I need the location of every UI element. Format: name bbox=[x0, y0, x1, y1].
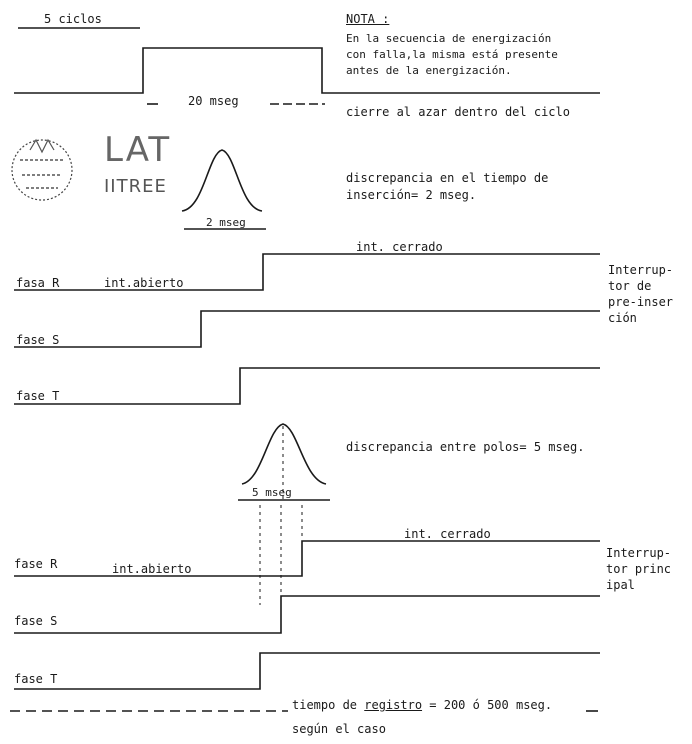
cycles-label: 5 ciclos bbox=[44, 12, 102, 26]
note-line-1: En la secuencia de energización bbox=[346, 32, 552, 45]
main-switch-line-2: tor princ bbox=[606, 562, 672, 576]
note-line-2: con falla,la misma está presente bbox=[346, 48, 558, 61]
preins-phase-r-trace bbox=[14, 254, 600, 290]
preins-phase-r-label: fasa R bbox=[16, 276, 60, 290]
preins-discrepancy-line-1: discrepancia en el tiempo de bbox=[346, 171, 549, 185]
preins-switch-line-2: tor de bbox=[608, 279, 652, 293]
main-phase-t-label: fase T bbox=[14, 672, 58, 686]
note-line-3: antes de la energización. bbox=[346, 64, 512, 77]
preins-phase-s-label: fase S bbox=[16, 333, 60, 347]
record-time-prefix: tiempo de bbox=[292, 698, 365, 712]
preins-switch-line-3: pre-inser bbox=[608, 295, 674, 309]
preins-open-label: int.abierto bbox=[104, 276, 184, 290]
main-phase-r-label: fase R bbox=[14, 557, 58, 571]
main-phase-t-trace bbox=[14, 653, 600, 689]
main-phase-s-label: fase S bbox=[14, 614, 58, 628]
main-switch-line-3: ipal bbox=[606, 578, 635, 592]
note-title: NOTA : bbox=[346, 12, 390, 26]
bell-2ms-label: 2 mseg bbox=[206, 216, 246, 229]
bell-curve-5ms bbox=[242, 424, 326, 484]
main-phase-r-trace bbox=[14, 541, 600, 576]
logo-iitree: IITREE bbox=[104, 176, 167, 197]
record-time-word: registro bbox=[364, 698, 423, 712]
random-close-label: cierre al azar dentro del ciclo bbox=[346, 105, 570, 119]
record-time-suffix: = 200 ó 500 mseg. bbox=[422, 698, 553, 712]
preins-phase-t-label: fase T bbox=[16, 389, 60, 403]
ms20-label: 20 mseg bbox=[188, 94, 239, 108]
logo-lat: LAT bbox=[104, 130, 172, 170]
preins-phase-t-trace bbox=[14, 368, 600, 404]
preins-switch-line-1: Interrup- bbox=[608, 263, 674, 277]
main-discrepancy-label: discrepancia entre polos= 5 mseg. bbox=[346, 440, 585, 454]
bell-curve-2ms bbox=[182, 150, 262, 211]
main-open-label: int.abierto bbox=[112, 562, 192, 576]
main-phase-s-trace bbox=[14, 596, 600, 633]
preins-discrepancy-line-2: inserción= 2 mseg. bbox=[346, 188, 477, 202]
main-closed-label: int. cerrado bbox=[404, 527, 491, 541]
preins-phase-s-trace bbox=[14, 311, 600, 347]
main-switch-line-1: Interrup- bbox=[606, 546, 672, 560]
bell-5ms-label: 5 mseg bbox=[252, 486, 292, 499]
preins-closed-label: int. cerrado bbox=[356, 240, 443, 254]
record-time-label bbox=[292, 698, 552, 712]
preins-switch-line-4: ción bbox=[608, 311, 637, 325]
case-label: según el caso bbox=[292, 722, 386, 736]
